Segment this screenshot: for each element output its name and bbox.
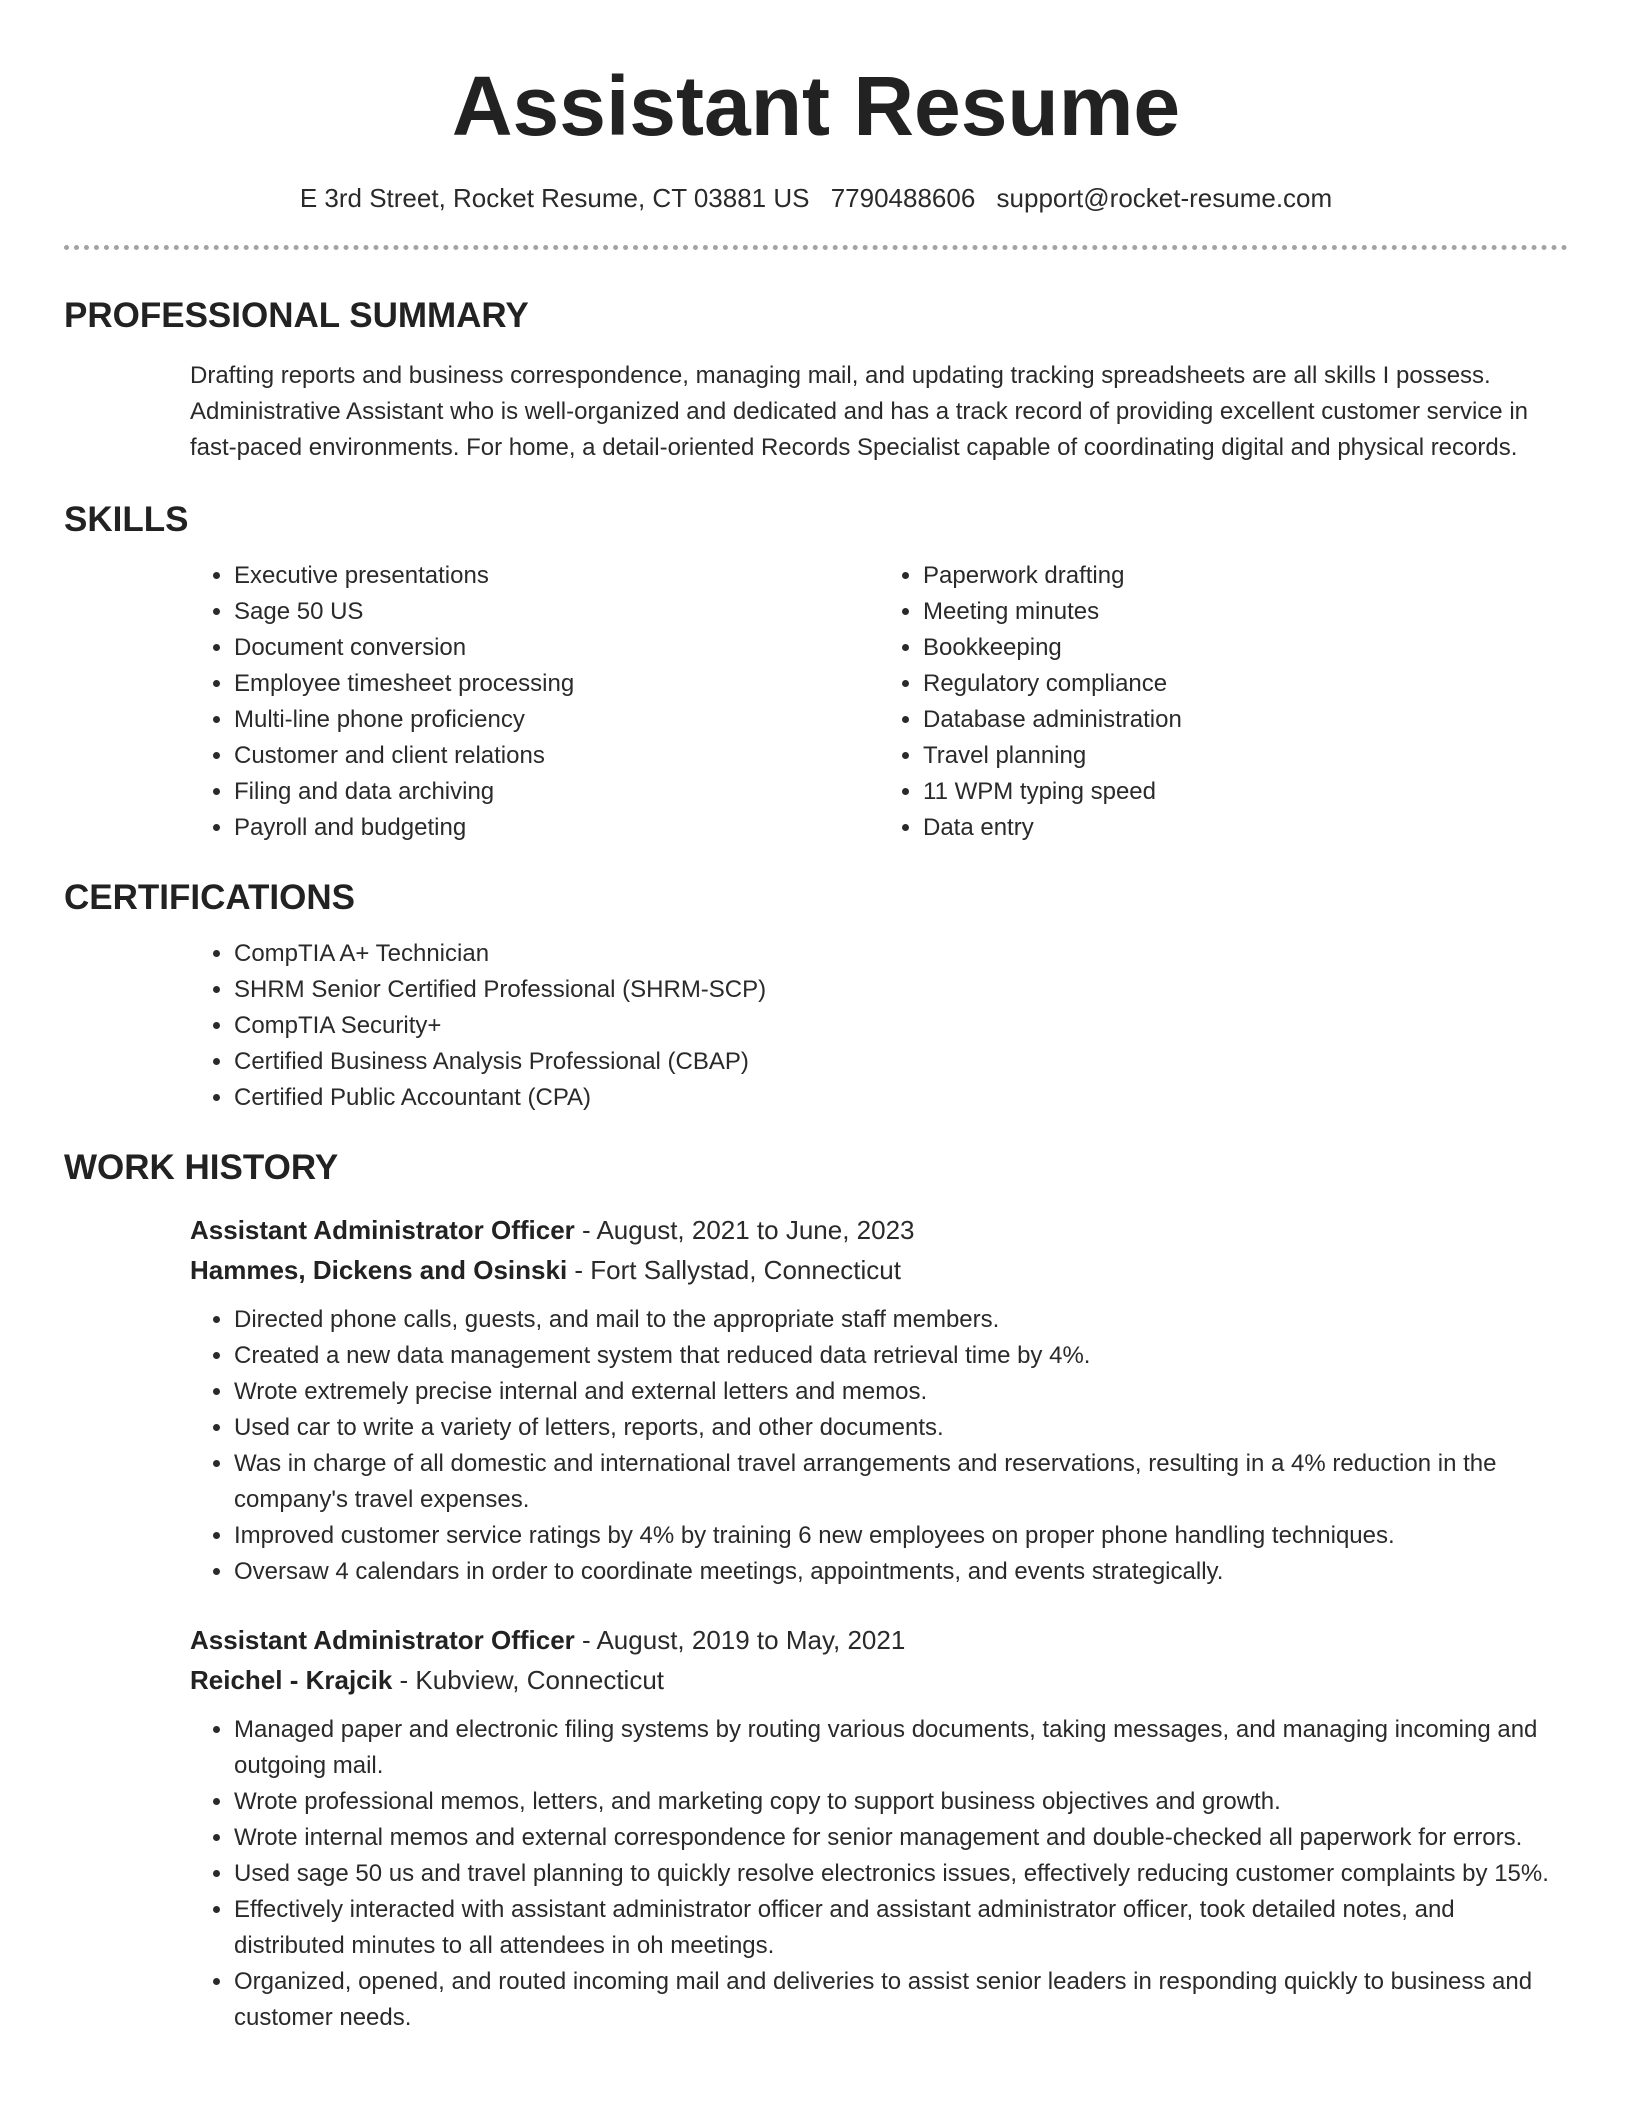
job-bullet: • Oversaw 4 calendars in order to coordinate meetings, appointments, and events strategically. (234, 1554, 1568, 1590)
skill-item: • Sage 50 US (234, 594, 879, 630)
job-bullet: • Created a new data management system that reduced data retrieval time by 4%. (234, 1338, 1568, 1374)
job-bullet: • Was in charge of all domestic and international travel arrangements and reservations, resulting in a 4% reduction in the company's travel expenses. (234, 1446, 1568, 1518)
job-bullet: • Managed paper and electronic filing systems by routing various documents, taking messages, and managing incoming and outgoing mail. (234, 1712, 1568, 1784)
job-bullet: • Wrote internal memos and external correspondence for senior management and double-checked all paperwork for errors. (234, 1820, 1568, 1856)
job-location: - Fort Sallystad, Connecticut (567, 1255, 901, 1285)
skill-item: • Database administration (923, 702, 1568, 738)
job-title-line (190, 1620, 1568, 1660)
resume-title: Assistant Resume (451, 59, 1181, 153)
job-bullet: • Effectively interacted with assistant administrator officer and assistant administrator officer, took detailed notes, and distributed minutes to all attendees in oh meetings. (234, 1892, 1568, 1964)
job-dates: - August, 2019 to May, 2021 (574, 1625, 906, 1655)
job-bullet: • Directed phone calls, guests, and mail to the appropriate staff members. (234, 1302, 1568, 1338)
skills-left-list (190, 558, 879, 846)
summary-heading: PROFESSIONAL SUMMARY (64, 296, 529, 335)
job-bullet-list (190, 1302, 1568, 1590)
skill-item: • Data entry (923, 810, 1568, 846)
skills-columns (190, 558, 1568, 846)
job-company: Reichel - Krajcik (190, 1665, 393, 1695)
skill-item: • Executive presentations (234, 558, 879, 594)
summary-text: Drafting reports and business correspondence, managing mail, and updating tracking spreadsheets are all skills I possess. Administrative Assistant who is well-organized and dedicated and has a track record of providing excellent customer service in fast-paced environments. For home, a detail-oriented Records Specialist capable of coordinating digital and physical records. (190, 362, 1528, 461)
skill-item: • Payroll and budgeting (234, 810, 879, 846)
job-location: - Kubview, Connecticut (392, 1665, 665, 1695)
skill-item: • Bookkeeping (923, 630, 1568, 666)
job-bullet-list (190, 1712, 1568, 2036)
skill-item: • Regulatory compliance (923, 666, 1568, 702)
skill-item: • Multi-line phone proficiency (234, 702, 879, 738)
job-title: Assistant Administrator Officer (190, 1625, 575, 1655)
skill-item: • Filing and data archiving (234, 774, 879, 810)
skill-item: • 11 WPM typing speed (923, 774, 1568, 810)
job-bullet: • Wrote extremely precise internal and external letters and memos. (234, 1374, 1568, 1410)
skill-item: • Document conversion (234, 630, 879, 666)
skills-heading: SKILLS (64, 500, 189, 539)
certifications-heading: CERTIFICATIONS (64, 878, 356, 917)
certification-item: • CompTIA Security+ (234, 1008, 1568, 1044)
job-title-line (190, 1210, 1568, 1250)
job-company: Hammes, Dickens and Osinski (190, 1255, 568, 1285)
skills-right-list (879, 558, 1568, 846)
contact-email: support@rocket-resume.com (996, 183, 1333, 213)
skill-item: • Customer and client relations (234, 738, 879, 774)
certification-item: • CompTIA A+ Technician (234, 936, 1568, 972)
job-company-line (190, 1250, 1568, 1290)
certifications-list (190, 936, 1568, 1116)
job-title: Assistant Administrator Officer (190, 1215, 575, 1245)
contact-address: E 3rd Street, Rocket Resume, CT 03881 US (299, 183, 810, 213)
job-bullet: • Wrote professional memos, letters, and marketing copy to support business objectives and growth. (234, 1784, 1568, 1820)
header-divider (64, 245, 1568, 250)
certification-item: • Certified Business Analysis Professional (CBAP) (234, 1044, 1568, 1080)
job-bullet: • Organized, opened, and routed incoming mail and deliveries to assist senior leaders in responding quickly to business and customer needs. (234, 1964, 1568, 2036)
contact-line (64, 181, 1568, 215)
job-company-line (190, 1660, 1568, 1700)
job-entry (190, 1620, 1568, 2036)
job-bullet: • Improved customer service ratings by 4% by training 6 new employees on proper phone handling techniques. (234, 1518, 1568, 1554)
job-entry (190, 1210, 1568, 1590)
skill-item: • Meeting minutes (923, 594, 1568, 630)
work-history-heading: WORK HISTORY (64, 1148, 339, 1187)
job-bullet: • Used car to write a variety of letters, reports, and other documents. (234, 1410, 1568, 1446)
skill-item: • Paperwork drafting (923, 558, 1568, 594)
certification-item: • Certified Public Accountant (CPA) (234, 1080, 1568, 1116)
skill-item: • Travel planning (923, 738, 1568, 774)
job-bullet: • Used sage 50 us and travel planning to quickly resolve electronics issues, effectively reducing customer complaints by 15%. (234, 1856, 1568, 1892)
skill-item: • Employee timesheet processing (234, 666, 879, 702)
contact-phone: 7790488606 (830, 183, 976, 213)
certification-item: • SHRM Senior Certified Professional (SHRM-SCP) (234, 972, 1568, 1008)
job-dates: - August, 2021 to June, 2023 (574, 1215, 915, 1245)
